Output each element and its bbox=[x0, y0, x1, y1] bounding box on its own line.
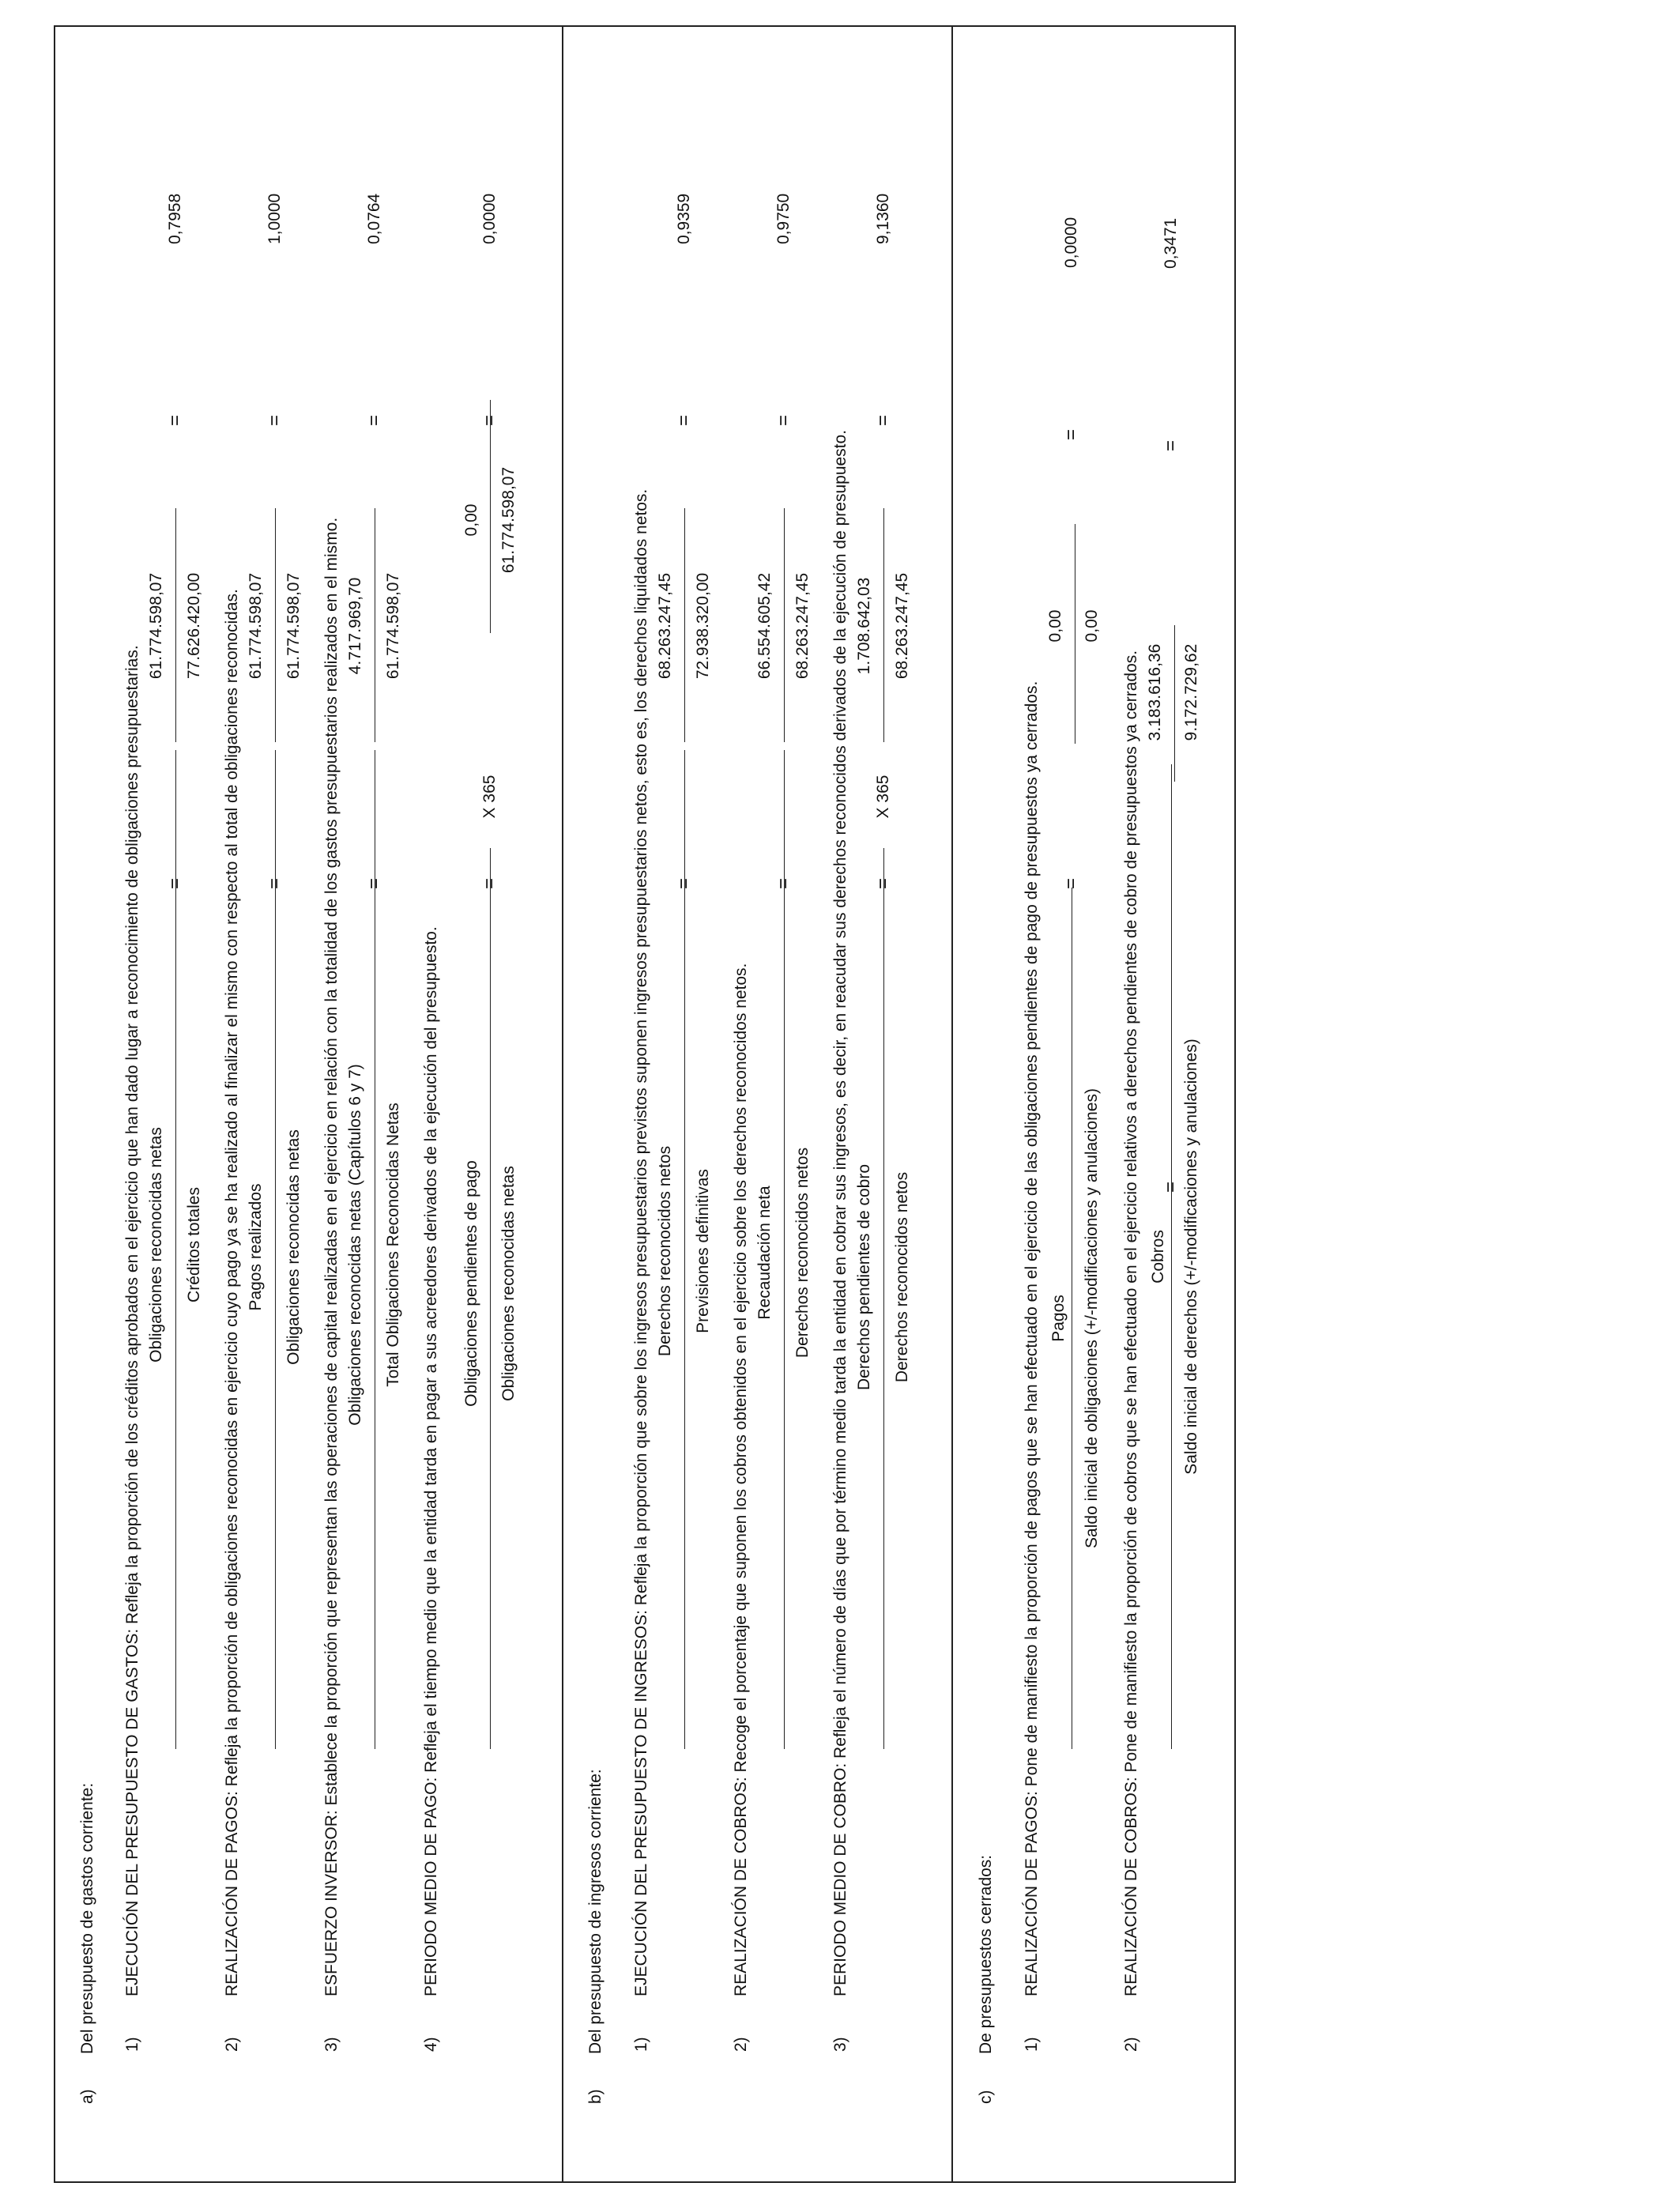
value-fraction-line bbox=[684, 508, 685, 742]
item-heading: EJECUCIÓN DEL PRESUPUESTO DE GASTOS: Refleja la proporción de los créditos aprobados en el ejercicio que han dado lugar a reconocimiento de obligaciones presupuestarias. bbox=[123, 645, 141, 1996]
formula-numerator: Pagos realizados bbox=[247, 1183, 265, 1311]
value-denominator: 61.774.598,07 bbox=[284, 572, 303, 680]
equals-sign: = bbox=[1060, 428, 1082, 441]
formula-numerator: Derechos pendientes de cobro bbox=[855, 1163, 873, 1391]
value-denominator: 72.938.320,00 bbox=[694, 572, 712, 680]
value-denominator: 9.172.729,62 bbox=[1182, 643, 1200, 741]
equals-sign: = bbox=[773, 877, 794, 890]
value-fraction-line bbox=[490, 400, 491, 633]
equals-sign: = bbox=[264, 414, 285, 427]
section-title: Del presupuesto de gastos corriente: bbox=[78, 1782, 96, 2054]
ratio-result: 0,7958 bbox=[166, 193, 184, 244]
equals-sign: = bbox=[264, 877, 285, 890]
formula-numerator: Obligaciones pendientes de pago bbox=[462, 1160, 480, 1407]
item-heading: ESFUERZO INVERSOR: Establece la proporción que representan las operaciones de capital realizadas en el ejercicio en relación con la totalidad de los gastos presupuestarios realizados en el mismo. bbox=[322, 517, 341, 1996]
item-number: 3) bbox=[322, 2037, 341, 2052]
item-number: 2) bbox=[1122, 2037, 1140, 2052]
formula-denominator: Créditos totales bbox=[185, 1187, 203, 1302]
formula-denominator: Derechos reconocidos netos bbox=[793, 1147, 812, 1359]
equals-sign: = bbox=[1160, 439, 1181, 452]
formula-fraction-line bbox=[275, 750, 276, 1749]
formula-fraction-line bbox=[175, 750, 176, 1749]
value-fraction-line bbox=[275, 508, 276, 742]
formula-fraction-line bbox=[684, 750, 685, 1749]
formula-denominator: Saldo inicial de obligaciones (+/-modificaciones y anulaciones) bbox=[1083, 1088, 1101, 1548]
value-numerator: 61.774.598,07 bbox=[247, 572, 265, 680]
formula-numerator: Derechos reconocidos netos bbox=[656, 1145, 674, 1357]
value-numerator: 0,00 bbox=[462, 503, 480, 537]
value-numerator: 61.774.598,07 bbox=[147, 572, 165, 680]
section-title: De presupuestos cerrados: bbox=[977, 1854, 995, 2054]
value-denominator: 0,00 bbox=[1083, 609, 1101, 643]
value-numerator: 3.183.616,36 bbox=[1146, 643, 1164, 741]
formula-fraction-line bbox=[1171, 764, 1172, 1749]
value-numerator: 1.708.642,03 bbox=[855, 577, 873, 675]
formula-denominator: Total Obligaciones Reconocidas Netas bbox=[384, 1103, 402, 1387]
ratio-result: 0,9750 bbox=[774, 193, 793, 244]
item-number: 1) bbox=[632, 2037, 650, 2052]
equals-sign: = bbox=[164, 414, 186, 427]
item-number: 1) bbox=[123, 2037, 141, 2052]
item-number: 2) bbox=[223, 2037, 241, 2052]
value-denominator: 68.263.247,45 bbox=[793, 572, 812, 680]
ratio-result: 0,3471 bbox=[1162, 217, 1180, 269]
section-divider-a-b bbox=[562, 25, 563, 2183]
equals-sign: = bbox=[164, 877, 186, 890]
value-denominator: 61.774.598,07 bbox=[499, 466, 518, 574]
item-number: 1) bbox=[1023, 2037, 1041, 2052]
multiplier-label: X 365 bbox=[480, 775, 499, 819]
ratio-result: 1,0000 bbox=[266, 193, 284, 244]
item-heading: PERIODO MEDIO DE COBRO: Refleja el número de días que por término medio tarda la entidad en cobrar sus ingresos, es decir, en reacudar sus derechos reconocidos derivados de la ejecución de presupuesto. bbox=[831, 429, 849, 1996]
formula-fraction-line bbox=[490, 848, 491, 1749]
section-letter: a) bbox=[78, 2089, 96, 2104]
item-number: 3) bbox=[831, 2037, 849, 2052]
item-heading: REALIZACIÓN DE PAGOS: Pone de manifiesto la proporción de pagos que se han efectuado en el ejercicio de las obligaciones pendientes de pago de presupuestos ya cerrados. bbox=[1023, 680, 1041, 1996]
item-heading: REALIZACIÓN DE COBROS: Pone de manifiesto la proporción de cobros que se han efectuado en el ejercicio relativos a derechos pendientes de cobro de presupuestos ya cerrados. bbox=[1122, 650, 1140, 1996]
equals-sign: = bbox=[363, 414, 385, 427]
section-letter: b) bbox=[586, 2089, 605, 2104]
item-heading: REALIZACIÓN DE COBROS: Recoge el porcentaje que suponen los cobros obtenidos en el ejercicio sobre los derechos reconocidos netos. bbox=[732, 963, 750, 1996]
ratio-result: 0,0000 bbox=[1062, 217, 1080, 268]
item-heading: REALIZACIÓN DE PAGOS: Refleja la proporción de obligaciones reconocidas en ejercicio cuyo pago ya se ha realizado al finalizar el mismo con respecto al total de obligaciones reconocidas. bbox=[223, 589, 241, 1996]
value-denominator: 68.263.247,45 bbox=[893, 572, 911, 680]
equals-sign: = bbox=[872, 877, 894, 890]
formula-denominator: Obligaciones reconocidas netas bbox=[284, 1129, 303, 1365]
equals-sign: = bbox=[479, 877, 500, 890]
formula-fraction-line bbox=[784, 750, 785, 1749]
equals-sign: = bbox=[673, 414, 695, 427]
ratio-result: 0,0764 bbox=[365, 193, 383, 244]
multiplier-label: X 365 bbox=[874, 775, 892, 819]
formula-numerator: Obligaciones reconocidas netas bbox=[147, 1127, 165, 1363]
formula-fraction-line bbox=[883, 848, 884, 1749]
value-numerator: 4.717.969,70 bbox=[346, 577, 364, 675]
section-letter: c) bbox=[977, 2090, 995, 2104]
formula-denominator: Obligaciones reconocidas netas bbox=[499, 1166, 518, 1401]
equals-sign: = bbox=[1160, 1181, 1181, 1193]
formula-denominator: Previsiones definitivas bbox=[694, 1169, 712, 1333]
ratio-result: 9,1360 bbox=[874, 193, 892, 244]
equals-sign: = bbox=[773, 414, 794, 427]
formula-numerator: Recaudación neta bbox=[755, 1186, 774, 1320]
value-denominator: 61.774.598,07 bbox=[384, 572, 402, 680]
equals-sign: = bbox=[1060, 877, 1082, 890]
equals-sign: = bbox=[673, 877, 695, 890]
value-fraction-line bbox=[1174, 625, 1175, 782]
item-number: 2) bbox=[732, 2037, 750, 2052]
value-numerator: 66.554.605,42 bbox=[755, 572, 774, 680]
value-numerator: 0,00 bbox=[1046, 609, 1064, 643]
formula-denominator: Derechos reconocidos netos bbox=[893, 1171, 911, 1383]
equals-sign: = bbox=[479, 414, 500, 427]
formula-denominator: Saldo inicial de derechos (+/-modificaciones y anulaciones) bbox=[1182, 1039, 1200, 1475]
section-title: Del presupuesto de ingresos corriente: bbox=[586, 1769, 605, 2054]
formula-numerator: Pagos bbox=[1049, 1295, 1068, 1342]
formula-numerator: Obligaciones reconocidas netas (Capítulos 6 y 7) bbox=[346, 1064, 364, 1426]
value-fraction-line bbox=[175, 508, 176, 742]
ratio-result: 0,0000 bbox=[480, 193, 499, 244]
value-fraction-line bbox=[784, 508, 785, 742]
section-divider-b-c bbox=[951, 25, 953, 2183]
ratio-result: 0,9359 bbox=[675, 193, 693, 244]
value-numerator: 68.263.247,45 bbox=[656, 572, 674, 680]
formula-numerator: Cobros bbox=[1149, 1230, 1167, 1284]
equals-sign: = bbox=[363, 877, 385, 890]
value-fraction-line bbox=[883, 508, 884, 742]
equals-sign: = bbox=[872, 414, 894, 427]
item-heading: EJECUCIÓN DEL PRESUPUESTO DE INGRESOS: Refleja la proporción que sobre los ingresos presupuestarios previstos suponen ingresos presupuestarios netos, esto es, los derechos liquidados netos. bbox=[632, 488, 650, 1996]
value-denominator: 77.626.420,00 bbox=[185, 572, 203, 680]
item-heading: PERIODO MEDIO DE PAGO: Refleja el tiempo medio que la entidad tarda en pagar a sus acreedores derivados de la ejecución del presupuesto. bbox=[422, 926, 440, 1996]
item-number: 4) bbox=[422, 2037, 440, 2052]
